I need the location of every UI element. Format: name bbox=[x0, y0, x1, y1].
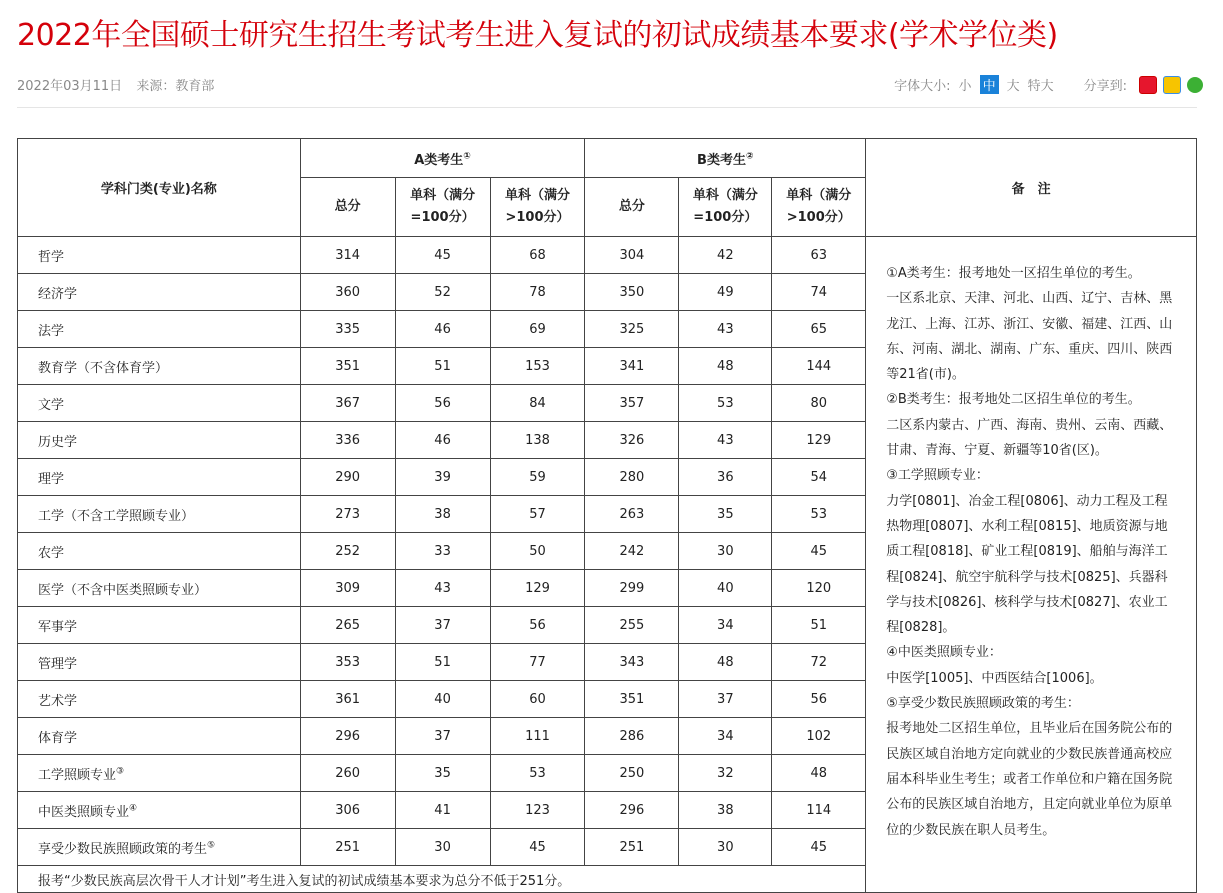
score-b-s100: 53 bbox=[679, 385, 772, 422]
header-b-single-100: 单科（满分 =100分） bbox=[679, 178, 772, 237]
wechat-icon[interactable] bbox=[1187, 77, 1203, 93]
note-line: ①A类考生：报考地处一区招生单位的考生。 bbox=[886, 266, 1141, 281]
score-b-s100: 30 bbox=[679, 829, 772, 866]
share-label: 分享到: bbox=[1083, 79, 1127, 94]
header-a-total: 总分 bbox=[300, 178, 395, 237]
score-a-s100: 37 bbox=[395, 607, 490, 644]
score-b-s100: 35 bbox=[679, 496, 772, 533]
score-a-total: 353 bbox=[300, 644, 395, 681]
score-b-sgt: 48 bbox=[772, 755, 866, 792]
score-a-s100: 30 bbox=[395, 829, 490, 866]
toolbar bbox=[894, 75, 1203, 94]
score-b-s100: 34 bbox=[679, 718, 772, 755]
subject-name: 教育学（不含体育学） bbox=[18, 348, 301, 385]
score-b-total: 255 bbox=[585, 607, 679, 644]
score-a-total: 296 bbox=[300, 718, 395, 755]
score-a-total: 251 bbox=[300, 829, 395, 866]
header-b-total: 总分 bbox=[585, 178, 679, 237]
subject-name: 工学照顾专业③ bbox=[18, 755, 301, 792]
subject-name: 体育学 bbox=[18, 718, 301, 755]
subject-name: 农学 bbox=[18, 533, 301, 570]
score-a-total: 361 bbox=[300, 681, 395, 718]
score-b-s100: 43 bbox=[679, 422, 772, 459]
score-a-sgt: 111 bbox=[490, 718, 585, 755]
note-line: 一区系北京、天津、河北、山西、辽宁、吉林、黑龙江、上海、江苏、浙江、安徽、福建、江西、山东、河南、湖北、湖南、广东、重庆、四川、陕西等21省(市)。 bbox=[886, 291, 1173, 383]
score-b-total: 326 bbox=[585, 422, 679, 459]
score-b-total: 286 bbox=[585, 718, 679, 755]
note-line: 报考地处二区招生单位，且毕业后在国务院公布的民族区域自治地方定向就业的少数民族普通高校应届本科毕业生考生；或者工作单位和户籍在国务院公布的民族区域自治地方，且定向就业单位为原单位的少数民族在职人员考生。 bbox=[886, 721, 1173, 838]
score-a-s100: 40 bbox=[395, 681, 490, 718]
score-b-sgt: 63 bbox=[772, 237, 866, 274]
score-a-total: 306 bbox=[300, 792, 395, 829]
score-b-s100: 32 bbox=[679, 755, 772, 792]
score-b-s100: 34 bbox=[679, 607, 772, 644]
header-group-b: B类考生② bbox=[585, 139, 866, 178]
weibo-icon[interactable] bbox=[1139, 76, 1157, 94]
score-b-total: 304 bbox=[585, 237, 679, 274]
score-b-sgt: 45 bbox=[772, 533, 866, 570]
font-size-small[interactable]: 小 bbox=[958, 79, 972, 94]
score-a-sgt: 78 bbox=[490, 274, 585, 311]
subject-name: 文学 bbox=[18, 385, 301, 422]
subject-name: 管理学 bbox=[18, 644, 301, 681]
score-b-sgt: 53 bbox=[772, 496, 866, 533]
subject-name: 中医类照顾专业④ bbox=[18, 792, 301, 829]
note-line: ②B类考生：报考地处二区招生单位的考生。 bbox=[886, 392, 1141, 408]
footer-note: 报考“少数民族高层次骨干人才计划”考生进入复试的初试成绩基本要求为总分不低于251分。 bbox=[18, 866, 866, 893]
score-a-sgt: 57 bbox=[490, 496, 585, 533]
score-b-s100: 30 bbox=[679, 533, 772, 570]
subject-name: 享受少数民族照顾政策的考生⑤ bbox=[18, 829, 301, 866]
score-a-s100: 46 bbox=[395, 422, 490, 459]
note-line: ④中医类照顾专业： bbox=[886, 645, 1002, 661]
score-b-total: 280 bbox=[585, 459, 679, 496]
score-a-sgt: 53 bbox=[490, 755, 585, 792]
font-size-medium[interactable]: 中 bbox=[980, 75, 999, 94]
header-notes: 备 注 bbox=[866, 139, 1197, 237]
note-line: ⑤享受少数民族照顾政策的考生： bbox=[886, 696, 1080, 712]
score-b-s100: 36 bbox=[679, 459, 772, 496]
score-a-s100: 45 bbox=[395, 237, 490, 274]
score-b-s100: 49 bbox=[679, 274, 772, 311]
subject-name: 医学（不含中医类照顾专业） bbox=[18, 570, 301, 607]
score-b-total: 251 bbox=[585, 829, 679, 866]
score-a-total: 335 bbox=[300, 311, 395, 348]
score-b-s100: 37 bbox=[679, 681, 772, 718]
score-b-sgt: 114 bbox=[772, 792, 866, 829]
score-a-total: 252 bbox=[300, 533, 395, 570]
score-b-sgt: 51 bbox=[772, 607, 866, 644]
score-a-sgt: 69 bbox=[490, 311, 585, 348]
score-a-total: 336 bbox=[300, 422, 395, 459]
score-a-sgt: 77 bbox=[490, 644, 585, 681]
score-b-sgt: 65 bbox=[772, 311, 866, 348]
score-a-total: 290 bbox=[300, 459, 395, 496]
score-b-sgt: 129 bbox=[772, 422, 866, 459]
header-subject: 学科门类(专业)名称 bbox=[18, 139, 301, 237]
score-a-s100: 56 bbox=[395, 385, 490, 422]
score-b-s100: 48 bbox=[679, 348, 772, 385]
publish-date: 2022年03月11日 bbox=[17, 79, 123, 94]
score-a-sgt: 138 bbox=[490, 422, 585, 459]
score-table bbox=[17, 138, 1197, 893]
header-a-single-100: 单科（满分 =100分） bbox=[395, 178, 490, 237]
score-b-s100: 48 bbox=[679, 644, 772, 681]
score-a-s100: 51 bbox=[395, 348, 490, 385]
score-a-sgt: 129 bbox=[490, 570, 585, 607]
score-b-total: 343 bbox=[585, 644, 679, 681]
score-a-total: 265 bbox=[300, 607, 395, 644]
score-a-s100: 52 bbox=[395, 274, 490, 311]
subject-name: 军事学 bbox=[18, 607, 301, 644]
score-a-s100: 35 bbox=[395, 755, 490, 792]
score-a-total: 360 bbox=[300, 274, 395, 311]
score-b-sgt: 144 bbox=[772, 348, 866, 385]
score-a-s100: 38 bbox=[395, 496, 490, 533]
score-a-s100: 43 bbox=[395, 570, 490, 607]
score-b-s100: 43 bbox=[679, 311, 772, 348]
score-a-sgt: 68 bbox=[490, 237, 585, 274]
score-a-total: 367 bbox=[300, 385, 395, 422]
subject-name: 理学 bbox=[18, 459, 301, 496]
score-b-s100: 40 bbox=[679, 570, 772, 607]
score-b-total: 350 bbox=[585, 274, 679, 311]
score-a-sgt: 153 bbox=[490, 348, 585, 385]
source: 来源：教育部 bbox=[136, 79, 215, 94]
score-b-sgt: 54 bbox=[772, 459, 866, 496]
qzone-icon[interactable] bbox=[1163, 76, 1181, 94]
font-size-xlarge[interactable]: 特大 bbox=[1027, 79, 1054, 94]
font-size-large[interactable]: 大 bbox=[1006, 79, 1020, 94]
note-line: ③工学照顾专业： bbox=[886, 468, 989, 484]
article-meta bbox=[17, 75, 224, 94]
score-a-sgt: 45 bbox=[490, 829, 585, 866]
subject-name: 工学（不含工学照顾专业） bbox=[18, 496, 301, 533]
subject-name: 哲学 bbox=[18, 237, 301, 274]
score-b-total: 242 bbox=[585, 533, 679, 570]
table-row bbox=[18, 237, 1197, 274]
score-a-s100: 33 bbox=[395, 533, 490, 570]
header-b-single-gt100: 单科（满分 >100分） bbox=[772, 178, 866, 237]
score-a-sgt: 59 bbox=[490, 459, 585, 496]
score-a-total: 309 bbox=[300, 570, 395, 607]
table-body bbox=[18, 237, 1197, 893]
score-a-s100: 37 bbox=[395, 718, 490, 755]
page-title: 2022年全国硕士研究生招生考试考生进入复试的初试成绩基本要求(学术学位类) bbox=[17, 18, 1058, 53]
score-a-sgt: 123 bbox=[490, 792, 585, 829]
score-a-s100: 39 bbox=[395, 459, 490, 496]
font-size-label: 字体大小: bbox=[894, 79, 951, 94]
header-a-single-gt100: 单科（满分 >100分） bbox=[490, 178, 585, 237]
score-a-total: 351 bbox=[300, 348, 395, 385]
score-b-sgt: 45 bbox=[772, 829, 866, 866]
score-b-s100: 38 bbox=[679, 792, 772, 829]
note-line: 二区系内蒙古、广西、海南、贵州、云南、西藏、甘肃、青海、宁夏、新疆等10省(区)。 bbox=[886, 417, 1173, 459]
score-a-total: 260 bbox=[300, 755, 395, 792]
score-a-sgt: 50 bbox=[490, 533, 585, 570]
score-b-sgt: 102 bbox=[772, 718, 866, 755]
subject-name: 艺术学 bbox=[18, 681, 301, 718]
score-b-total: 357 bbox=[585, 385, 679, 422]
subject-name: 经济学 bbox=[18, 274, 301, 311]
score-b-sgt: 120 bbox=[772, 570, 866, 607]
subject-name: 法学 bbox=[18, 311, 301, 348]
score-b-total: 341 bbox=[585, 348, 679, 385]
score-b-total: 351 bbox=[585, 681, 679, 718]
note-line: 力学[0801]、冶金工程[0806]、动力工程及工程热物理[0807]、水利工程[0815]、地质资源与地质工程[0818]、矿业工程[0819]、船舶与海洋工程[0824]、航空宇航科学与技术[0825]、兵器科学与技术[0826]、核科学与技术[0827]、农业工程[0828]。 bbox=[886, 493, 1168, 636]
score-b-sgt: 72 bbox=[772, 644, 866, 681]
score-a-sgt: 60 bbox=[490, 681, 585, 718]
score-b-total: 250 bbox=[585, 755, 679, 792]
score-a-total: 273 bbox=[300, 496, 395, 533]
score-b-sgt: 80 bbox=[772, 385, 866, 422]
score-b-total: 299 bbox=[585, 570, 679, 607]
score-a-sgt: 84 bbox=[490, 385, 585, 422]
divider bbox=[17, 107, 1197, 108]
header-group-a: A类考生① bbox=[300, 139, 585, 178]
subject-name: 历史学 bbox=[18, 422, 301, 459]
score-a-s100: 51 bbox=[395, 644, 490, 681]
score-b-s100: 42 bbox=[679, 237, 772, 274]
score-a-s100: 46 bbox=[395, 311, 490, 348]
score-a-s100: 41 bbox=[395, 792, 490, 829]
note-line: 中医学[1005]、中西医结合[1006]。 bbox=[886, 670, 1103, 686]
score-a-total: 314 bbox=[300, 237, 395, 274]
score-b-sgt: 74 bbox=[772, 274, 866, 311]
score-b-total: 296 bbox=[585, 792, 679, 829]
score-b-total: 263 bbox=[585, 496, 679, 533]
score-b-total: 325 bbox=[585, 311, 679, 348]
score-b-sgt: 56 bbox=[772, 681, 866, 718]
score-a-sgt: 56 bbox=[490, 607, 585, 644]
notes-cell bbox=[866, 237, 1197, 893]
